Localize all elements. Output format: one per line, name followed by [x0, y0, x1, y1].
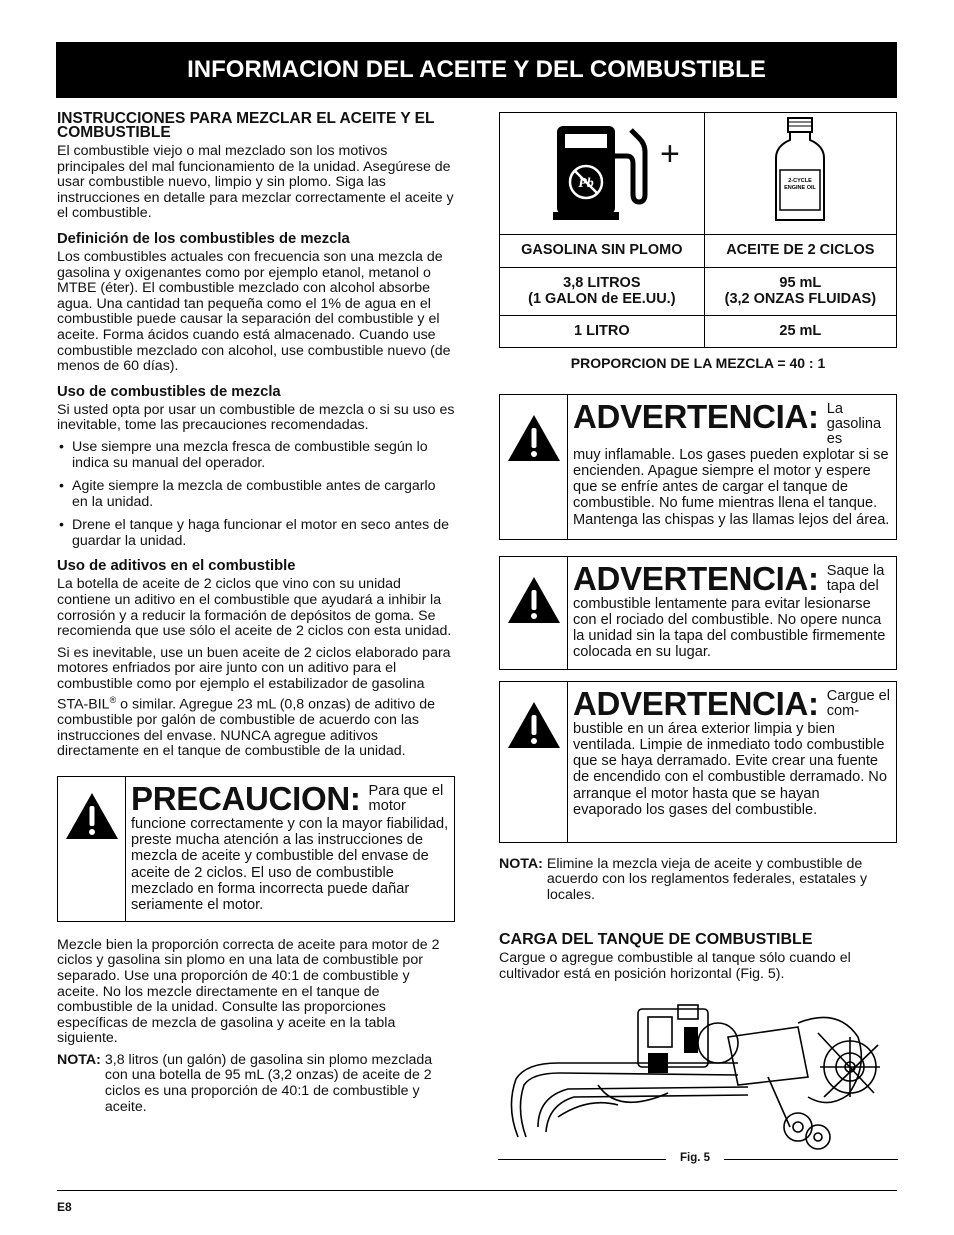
figure-caption: Fig. 5 [679, 1152, 711, 1164]
list-item: • Use siempre una mezcla fresca de combustible según lo indica su manual del operador. [57, 440, 455, 471]
warning-lead: Saque la tapa del [826, 562, 885, 594]
warning-lead: La gasolina es [826, 400, 882, 447]
table-row [500, 316, 897, 348]
warning-text [568, 557, 896, 669]
gas-pump-cell [500, 113, 705, 235]
subheading-fuel-use: Uso de combustibles de mezcla [57, 383, 281, 400]
bottle-label-line1: 2-CYCLE [788, 178, 813, 185]
warning-body: bustible en un área exterior limpia y bien ventilada. Limpie de inmediato todo combustible que se haya derramado. Evite crear una fuente de encendido con el combustible derramado. No arranque el motor hasta que se hayan evaporado los gases del combustible. [573, 720, 887, 819]
warning-body: muy inflamable. Los gases pueden explotar si se encienden. Apague siempre el motor y espere que se enfríe antes de cargar el tanque de combustible. No fume mientras llena el tanque. Mantenga las chispas y las llamas lejos del área. [573, 446, 890, 528]
caution-body: funcione correctamente y con la mayor fiabilidad, preste mucha atención a las instrucciones de mezcla de aceite y combustible del envase de aceite de 2 ciclos. El uso de combustible mezclado en forma incorrecta puede dañar seriamente el motor. [131, 815, 449, 914]
intro-paragraph: El combustible viejo o mal mezclado son los motivos principales del mal funcionamiento de la unidad. Asegúrese de usar combustible nuevo, limpio y sin plomo. Siga las instrucciones en detalle para mezclar correctamente el aceite y el combustible. [57, 143, 454, 222]
fig-line-right [724, 1159, 898, 1160]
footer-rule [57, 1190, 897, 1191]
table-row [500, 113, 897, 235]
warning-triangle-icon [506, 700, 562, 750]
mix-ratio-caption: PROPORCION DE LA MEZCLA = 40 : 1 [570, 355, 826, 371]
left-column [57, 112, 455, 1115]
page-banner: INFORMACION DEL ACEITE Y DEL COMBUSTIBLE [56, 42, 897, 98]
cell-line: 95 mL [779, 274, 822, 291]
warning-triangle-icon [506, 413, 562, 463]
warning-box-refuel-area [499, 681, 897, 843]
warning-icon-cell [500, 682, 568, 842]
page-number: E8 [57, 1200, 72, 1214]
caution-box [57, 776, 455, 922]
additives-text-b: o similar. Agregue 23 mL (0,8 onzas) de aditivo de combustible por galón de combustible de acuerdo con las instrucciones del envase. NUNCA agregue aditivos directamente en el tanque de combustible de la unidad. [57, 696, 436, 760]
note-label: NOTA: [57, 1051, 101, 1068]
additives-paragraph-2 [57, 646, 455, 760]
cultivator-illustration [498, 997, 898, 1167]
warning-text [568, 395, 896, 539]
additives-text-a: Si es inevitable, use un buen aceite de 2 ciclos elaborado para motores enfriados por aire junto con un aditivo para el combustible como por ejemplo el estabilizador de gasolina STA-BIL [57, 644, 451, 713]
gas-pump-icon [547, 116, 657, 226]
precaution-list [57, 440, 455, 550]
warning-box-flammable [499, 394, 897, 540]
note-body: Elimine la mezcla vieja de aceite y combustible de acuerdo con los reglamentos federales, estatales y locales. [546, 855, 868, 903]
warning-icon-cell [500, 557, 568, 669]
tank-filling-paragraph: Cargue o agregue combustible al tanque sólo cuando el cultivador está en posición horizontal (Fig. 5). [499, 950, 851, 982]
caution-icon-cell [58, 777, 126, 921]
cell-gasoline-gallon [500, 268, 705, 316]
cell-gasoline-liter: 1 LITRO [500, 316, 705, 348]
cell-oil-gallon [704, 268, 896, 316]
plus-sign: + [660, 135, 680, 173]
warning-box-fuel-cap [499, 556, 897, 670]
warning-triangle-icon [506, 575, 562, 625]
warning-lead: Cargue el com- [826, 687, 891, 719]
subheading-additives: Uso de aditivos en el combustible [57, 558, 296, 575]
header-oil: ACEITE DE 2 CICLOS [704, 235, 896, 268]
warning-word: ADVERTENCIA: [573, 397, 819, 435]
caution-word: PRECAUCION: [131, 779, 361, 817]
list-item: • Drene el tanque y haga funcionar el motor en seco antes de guardar la unidad. [57, 518, 455, 549]
subheading-fuel-definition: Definición de los combustibles de mezcla [57, 230, 350, 247]
cell-oil-liter: 25 mL [704, 316, 896, 348]
additives-paragraph-1: La botella de aceite de 2 ciclos que vino con su unidad contiene un aditivo en el combustible que ayudará a inhibir la corrosión y a reducir la formación de depósitos de goma. Se recomienda que use sólo el aceite de 2 ciclos con esta unidad. [57, 576, 452, 640]
warning-triangle-icon [64, 791, 120, 841]
cell-line: 3,8 LITROS [563, 274, 641, 291]
right-note [499, 857, 897, 904]
mix-paragraph: Mezcle bien la proporción correcta de aceite para motor de 2 ciclos y gasolina sin plomo en una lata de combustible por separado. Use una proporción de 40:1 de combustible y aceite. No los mezcle directamente en el tanque de combustible de la unidad. Consulte las proporciones específicas de mezcla de gasolina y aceite en la tabla siguiente. [57, 936, 440, 1047]
caution-lead: Para que el motor [368, 782, 444, 814]
mix-ratio-table [499, 112, 897, 348]
pump-symbol: Pb [578, 176, 594, 192]
caution-text [126, 777, 454, 921]
warning-text [568, 682, 896, 842]
left-note [57, 1053, 455, 1115]
section-heading-mix-instructions: INSTRUCCIONES PARA MEZCLAR EL ACEITE Y EL COMBUSTIBLE [57, 110, 435, 141]
header-gasoline: GASOLINA SIN PLOMO [500, 235, 705, 268]
warning-icon-cell [500, 395, 568, 539]
warning-word: ADVERTENCIA: [573, 684, 819, 722]
bottle-label-line2: ENGINE OIL [784, 185, 817, 192]
table-row [500, 268, 897, 316]
oil-bottle-icon [770, 116, 830, 226]
warning-body: combustible lentamente para evitar lesionarse con el rociado del combustible. No opere nunca la unidad sin la tapa del combustible firmemente colocada en su lugar. [573, 595, 886, 661]
subheading-tank-filling: CARGA DEL TANQUE DE COMBUSTIBLE [499, 931, 813, 949]
table-row [500, 235, 897, 268]
oil-bottle-cell [704, 113, 896, 235]
fuel-definition-paragraph: Los combustibles actuales con frecuencia son una mezcla de gasolina y oxigenantes como por ejemplo etanol, metanol o MTBE (éter). El combustible mezclado con alcohol absorbe agua. Una cantidad tan pequeña como el 1% de agua en el combustible puede causar la separación del combustible y el aceite. Forma ácidos cuando está almacenado. Cuando use combustible mezclado con alcohol, use combustible nuevo (de menos de 60 días). [57, 248, 451, 375]
note-label: NOTA: [499, 855, 543, 872]
note-body: 3,8 litros (un galón) de gasolina sin plomo mezclada con una botella de 95 mL (3,2 onzas) de aceite de 2 ciclos es una proporción de 40:1 de combustible y aceite. [104, 1051, 433, 1115]
registered-mark: ® [109, 694, 117, 705]
fuel-use-paragraph: Si usted opta por usar un combustible de mezcla o si su uso es inevitable, tome las precauciones recomendadas. [57, 401, 455, 434]
list-item: • Agite siempre la mezcla de combustible antes de cargarlo en la unidad. [57, 479, 455, 510]
cell-line: (1 GALON de EE.UU.) [528, 290, 676, 307]
figure-cultivator [498, 997, 898, 1167]
right-column [499, 112, 897, 983]
fig-line-left [498, 1159, 666, 1160]
cell-line: (3,2 ONZAS FLUIDAS) [724, 290, 877, 307]
warning-word: ADVERTENCIA: [573, 559, 819, 597]
